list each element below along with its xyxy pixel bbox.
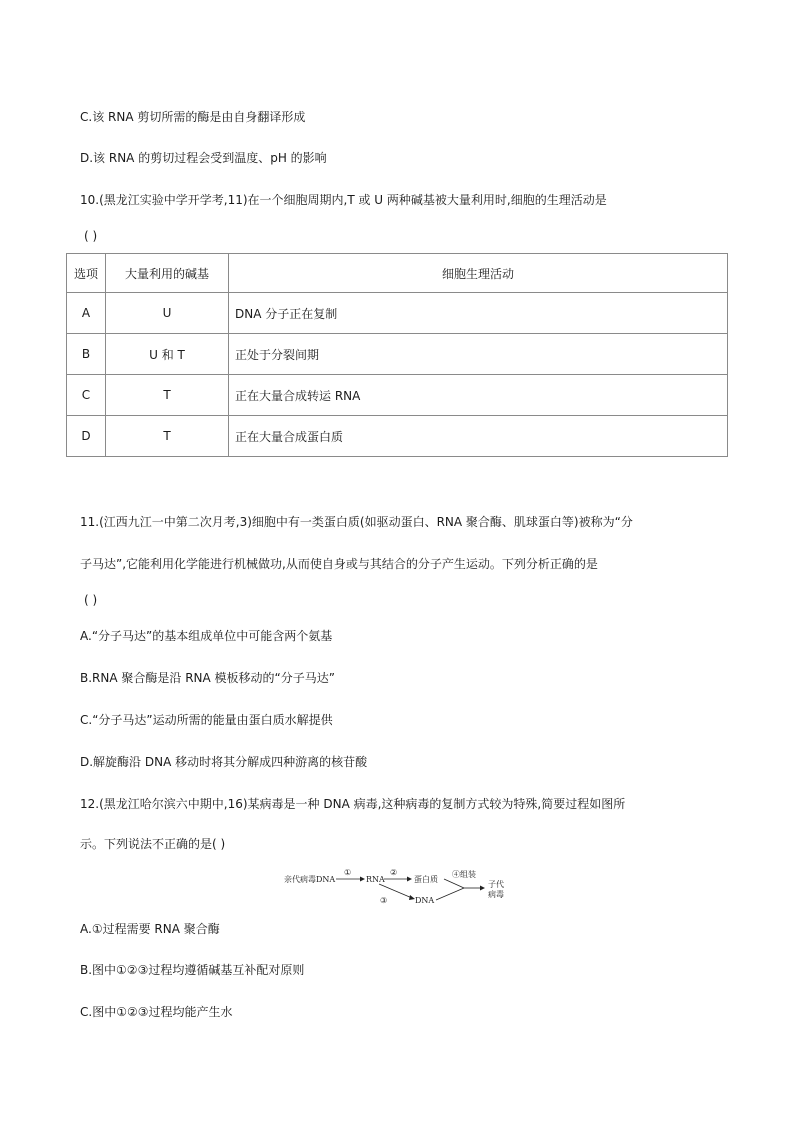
diagram-offspring-line2: 病毒	[488, 890, 504, 899]
diagram-protein: 蛋白质	[414, 875, 438, 884]
q9-option-c: C.该 RNA 剪切所需的酶是由自身翻译形成	[80, 110, 306, 124]
diagram-step-2: ②	[390, 868, 398, 877]
q11-option-c: C.“分子马达”运动所需的能量由蛋白质水解提供	[80, 713, 333, 727]
q11-stem-line2: 子马达”,它能利用化学能进行机械做功,从而使自身或与其结合的分子产生运动。下列分析正确的是	[80, 557, 598, 571]
table-row	[67, 375, 728, 416]
table-row	[67, 416, 728, 457]
row-base: T	[106, 375, 229, 416]
diagram-step-4: ④组装	[452, 870, 476, 879]
header-base: 大量利用的碱基	[106, 254, 229, 293]
header-activity: 细胞生理活动	[229, 254, 728, 293]
diagram-dna: DNA	[415, 896, 435, 905]
diagram-offspring-line1: 子代	[488, 880, 504, 889]
row-activity: DNA 分子正在复制	[229, 293, 728, 334]
q11-answer-paren: ( )	[84, 593, 98, 607]
q11-option-b: B.RNA 聚合酶是沿 RNA 模板移动的“分子马达”	[80, 671, 335, 685]
diagram-rna: RNA	[366, 875, 385, 884]
diagram-step-3: ③	[380, 896, 388, 905]
table-row	[67, 334, 728, 375]
q10-table	[66, 253, 728, 457]
arrowhead-2	[407, 877, 412, 882]
q12-stem-line2: 示。下列说法不正确的是( )	[80, 837, 226, 851]
row-activity: 正在大量合成转运 RNA	[229, 375, 728, 416]
virus-replication-diagram	[284, 866, 524, 910]
q11-option-d: D.解旋酶沿 DNA 移动时将其分解成四种游离的核苷酸	[80, 755, 368, 769]
header-option: 选项	[67, 254, 106, 293]
diagram-parent-dna: 亲代病毒DNA	[284, 875, 336, 884]
row-option: A	[67, 293, 106, 334]
row-base: T	[106, 416, 229, 457]
q12-option-c: C.图中①②③过程均能产生水	[80, 1005, 233, 1019]
row-base: U 和 T	[106, 334, 229, 375]
q12-option-b: B.图中①②③过程均遵循碱基互补配对原则	[80, 963, 305, 977]
table-row	[67, 293, 728, 334]
row-option: B	[67, 334, 106, 375]
row-option: C	[67, 375, 106, 416]
q9-option-d: D.该 RNA 的剪切过程会受到温度、pH 的影响	[80, 151, 327, 165]
q10-answer-paren: ( )	[84, 229, 98, 243]
arrowhead-1	[360, 877, 365, 882]
row-activity: 正处于分裂间期	[229, 334, 728, 375]
q11-option-a: A.“分子马达”的基本组成单位中可能含两个氨基	[80, 629, 333, 643]
diagram-step-1: ①	[344, 868, 352, 877]
q12-option-a: A.①过程需要 RNA 聚合酶	[80, 922, 220, 936]
merge-line-bottom	[436, 888, 464, 900]
q11-stem-line1: 11.(江西九江一中第二次月考,3)细胞中有一类蛋白质(如驱动蛋白、RNA 聚合酶、肌球蛋白等)被称为“分	[80, 515, 633, 529]
q10-stem: 10.(黑龙江实验中学开学考,11)在一个细胞周期内,T 或 U 两种碱基被大量利用时,细胞的生理活动是	[80, 193, 607, 207]
arrowhead-4	[480, 886, 485, 891]
merge-line-top	[444, 879, 464, 888]
q12-stem-line1: 12.(黑龙江哈尔滨六中期中,16)某病毒是一种 DNA 病毒,这种病毒的复制方式较为特殊,简要过程如图所	[80, 797, 626, 811]
table-header-row	[67, 254, 728, 293]
row-base: U	[106, 293, 229, 334]
row-activity: 正在大量合成蛋白质	[229, 416, 728, 457]
row-option: D	[67, 416, 106, 457]
